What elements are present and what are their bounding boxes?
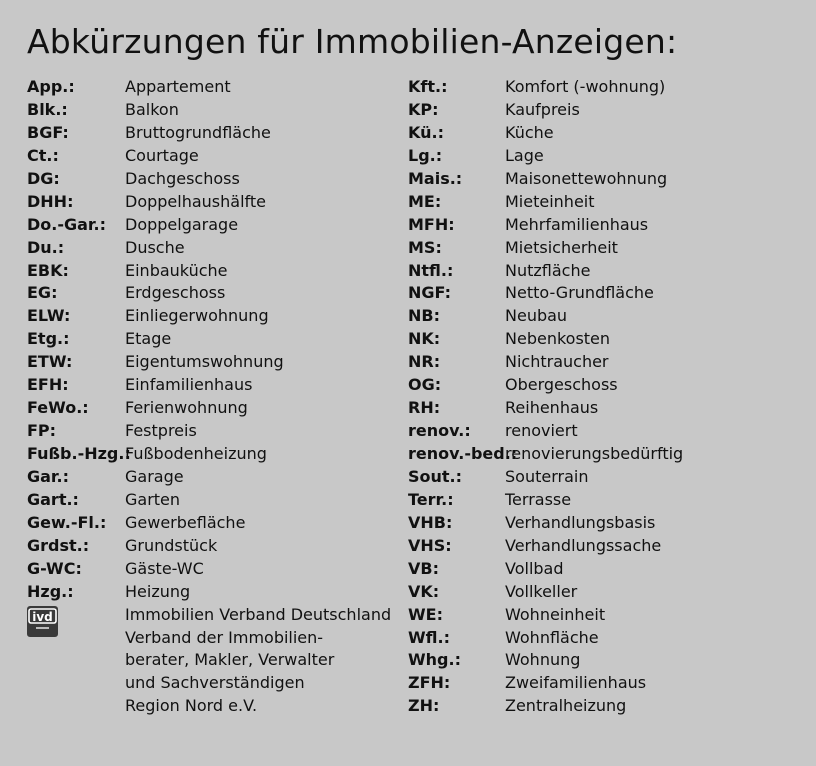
abbreviation-term: App.:	[27, 77, 75, 96]
abbreviation-term: OG:	[408, 375, 442, 395]
abbreviation-meaning: Wohneinheit	[505, 604, 606, 624]
abbreviation-term: Kü.:	[408, 122, 444, 142]
abbreviation-meaning: Vollbad	[505, 558, 564, 578]
abbreviation-term: ETW:	[27, 352, 73, 372]
abbreviation-term: Kft.:	[408, 77, 448, 96]
abbreviation-meaning: Kaufpreis	[505, 99, 580, 119]
abbreviation-term: Fußb.-Hzg.:	[27, 444, 131, 463]
abbreviation-term: Gart.:	[27, 489, 79, 509]
abbreviation-term: VHB:	[408, 512, 453, 532]
abbreviation-term: RH:	[408, 398, 441, 418]
abbreviation-meaning: Doppelgarage	[125, 214, 239, 234]
abbreviation-term: MS:	[408, 237, 442, 257]
abbreviation-meaning: Verhandlungsbasis	[505, 512, 656, 532]
abbreviation-meaning: Bruttogrundfläche	[125, 122, 271, 142]
abbreviation-term: ZFH:	[408, 673, 451, 693]
abbreviation-term: Wfl.:	[408, 627, 450, 647]
abbreviation-meaning: Heizung	[125, 581, 191, 601]
abbreviation-term: FP:	[27, 421, 57, 441]
abbreviation-term: Gew.-Fl.:	[27, 512, 107, 532]
abbreviation-meaning: Etage	[125, 329, 172, 349]
abbreviation-term: Whg.:	[408, 650, 461, 670]
abbreviation-term: FeWo.:	[27, 398, 89, 418]
abbreviation-meaning: Fußbodenheizung	[125, 444, 267, 463]
abbreviation-meaning: Eigentumswohnung	[125, 352, 284, 372]
abbreviation-term: NB:	[408, 306, 440, 326]
abbreviation-meaning: Wohnung	[505, 650, 581, 670]
abbreviation-meaning: Zweifamilienhaus	[505, 673, 647, 693]
abbreviation-term: EBK:	[27, 260, 69, 280]
abbreviation-meaning: Dachgeschoss	[125, 168, 240, 188]
abbreviation-meaning: Grundstück	[125, 535, 218, 555]
abbreviation-term: DHH:	[27, 191, 74, 211]
abbreviation-meaning: Mehrfamilienhaus	[505, 214, 649, 234]
association-text: Immobilien Verband Deutschland	[125, 604, 392, 624]
ivd-logo-icon	[27, 606, 58, 637]
abbreviation-term: DG:	[27, 168, 60, 188]
abbreviation-term: ME:	[408, 191, 442, 211]
abbreviation-term: Terr.:	[408, 489, 454, 509]
abbreviation-term: renov.-bed.:	[408, 444, 518, 463]
abbreviation-meaning: Ferienwohnung	[125, 398, 248, 418]
abbreviation-term: MFH:	[408, 214, 455, 234]
association-text: berater, Makler, Verwalter	[125, 650, 335, 670]
abbreviation-meaning: Gäste-WC	[125, 558, 204, 578]
abbreviation-meaning: Einfamilienhaus	[125, 375, 253, 395]
abbreviation-meaning: Appartement	[125, 77, 231, 96]
abbreviation-term: EFH:	[27, 375, 69, 395]
abbreviation-meaning: Obergeschoss	[505, 375, 618, 395]
abbreviation-term: Blk.:	[27, 99, 68, 119]
abbreviation-meaning: Verhandlungssache	[505, 535, 662, 555]
abbreviation-term: ELW:	[27, 306, 71, 326]
abbreviation-term: Gar.:	[27, 466, 70, 486]
abbreviation-term: Du.:	[27, 237, 65, 257]
abbreviation-term: Ct.:	[27, 145, 59, 165]
abbreviation-term: Grdst.:	[27, 535, 90, 555]
abbreviation-meaning: renoviert	[505, 421, 578, 441]
abbreviation-meaning: Terrasse	[505, 489, 572, 509]
abbreviation-meaning: Gewerbefläche	[125, 512, 246, 532]
abbreviation-meaning: Zentralheizung	[505, 696, 627, 716]
abbreviation-meaning: Komfort (-wohnung)	[505, 77, 666, 96]
abbreviation-meaning: Neubau	[505, 306, 568, 326]
abbreviation-term: WE:	[408, 604, 443, 624]
association-text: Region Nord e.V.	[125, 696, 258, 716]
abbreviation-term: renov.:	[408, 421, 471, 441]
abbreviation-meaning: Reihenhaus	[505, 398, 599, 418]
abbreviation-term: Ntfl.:	[408, 260, 454, 280]
abbreviation-meaning: Courtage	[125, 145, 199, 165]
abbreviation-meaning: Nichtraucher	[505, 352, 609, 372]
abbreviation-meaning: renovierungsbedürftig	[505, 444, 684, 463]
abbreviation-meaning: Küche	[505, 122, 554, 142]
abbreviation-term: NR:	[408, 352, 441, 372]
abbreviation-term: Hzg.:	[27, 581, 74, 601]
abbreviation-meaning: Festpreis	[125, 421, 197, 441]
abbreviation-term: G-WC:	[27, 558, 82, 578]
abbreviation-meaning: Dusche	[125, 237, 185, 257]
abbreviation-meaning: Garage	[125, 466, 184, 486]
abbreviation-term: Do.-Gar.:	[27, 214, 107, 234]
abbreviation-term: NK:	[408, 329, 441, 349]
abbreviation-meaning: Einliegerwohnung	[125, 306, 269, 326]
abbreviation-meaning: Erdgeschoss	[125, 283, 226, 303]
abbreviation-meaning: Garten	[125, 489, 181, 509]
association-text: und Sachverständigen	[125, 673, 305, 693]
abbreviation-meaning: Maisonettewohnung	[505, 168, 668, 188]
abbreviation-meaning: Souterrain	[505, 466, 589, 486]
abbreviation-meaning: Mietsicherheit	[505, 237, 618, 257]
abbreviation-term: VB:	[408, 558, 439, 578]
abbreviation-meaning: Lage	[505, 145, 544, 165]
abbreviation-term: Mais.:	[408, 168, 463, 188]
abbreviation-term: Lg.:	[408, 145, 443, 165]
abbreviation-term: KP:	[408, 99, 439, 119]
abbreviation-meaning: Nutzfläche	[505, 260, 591, 280]
abbreviation-term: BGF:	[27, 122, 69, 142]
abbreviation-term: VK:	[408, 581, 440, 601]
abbreviation-term: NGF:	[408, 283, 451, 303]
abbreviation-meaning: Doppelhaushälfte	[125, 191, 266, 211]
abbreviation-term: ZH:	[408, 696, 440, 716]
page-title: Abkürzungen für Immobilien-Anzeigen:	[27, 22, 678, 61]
abbreviation-meaning: Vollkeller	[505, 581, 578, 601]
abbreviation-meaning: Nebenkosten	[505, 329, 611, 349]
abbreviation-meaning: Netto-Grundfläche	[505, 283, 654, 303]
association-text: Verband der Immobilien-	[125, 627, 324, 647]
abbreviation-meaning: Balkon	[125, 99, 179, 119]
abbreviation-term: Etg.:	[27, 329, 70, 349]
svg-text:ivd: ivd	[32, 609, 53, 624]
abbreviation-term: VHS:	[408, 535, 452, 555]
abbreviation-meaning: Wohnfläche	[505, 627, 599, 647]
abbreviation-meaning: Einbauküche	[125, 260, 228, 280]
abbreviation-term: Sout.:	[408, 466, 463, 486]
abbreviation-meaning: Mieteinheit	[505, 191, 595, 211]
abbreviation-term: EG:	[27, 283, 58, 303]
